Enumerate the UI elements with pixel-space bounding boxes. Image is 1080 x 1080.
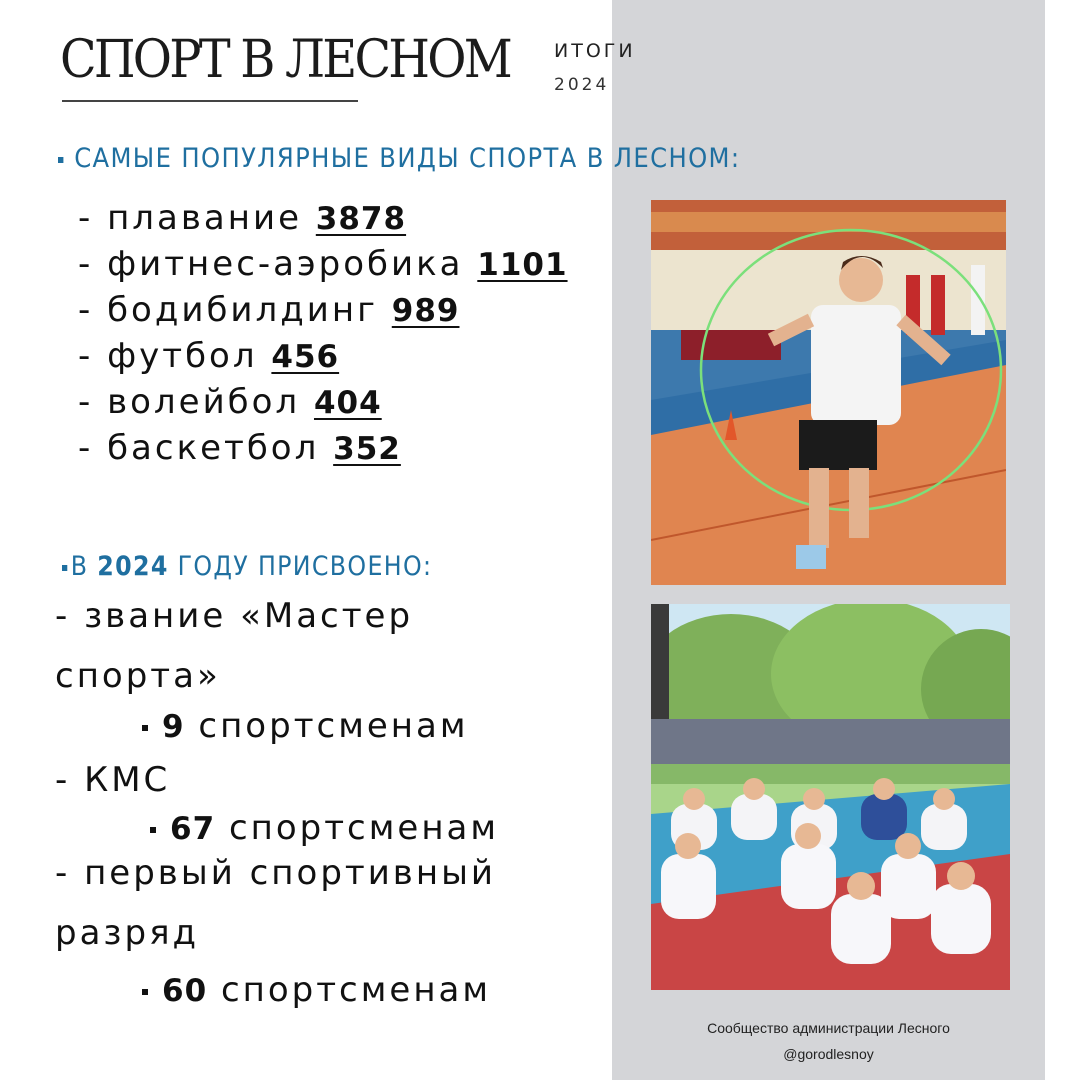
martial-arts-photo-image (651, 604, 1010, 990)
list-item (78, 425, 568, 471)
sport-label: - фитнес-аэробика (78, 244, 478, 284)
list-item (78, 333, 568, 379)
sport-label: - плавание (78, 198, 316, 238)
awarded-heading-prefix: В (70, 551, 98, 582)
sport-label: - волейбол (78, 382, 314, 422)
sport-count: 989 (391, 293, 460, 329)
awarded-heading-year: 2024 (97, 551, 169, 582)
first-rank-line2: разряд (55, 913, 200, 953)
master-unit: спортсменам (184, 706, 469, 746)
bullet-dot-icon (142, 989, 148, 995)
master-title-line2: спорта» (55, 656, 221, 696)
popular-sports-list (78, 195, 568, 471)
awarded-heading-suffix: ГОДУ ПРИСВОЕНО: (168, 551, 433, 582)
footer-handle: @gorodlesnoy (783, 1046, 874, 1062)
list-item (78, 287, 568, 333)
kms-unit: спортсменам (215, 808, 500, 848)
list-item (78, 195, 568, 241)
sport-count: 456 (271, 339, 340, 375)
subtitle-year: 2024 (554, 75, 610, 95)
heading-bullet-icon (58, 157, 63, 163)
subtitle-results: ИТОГИ (554, 40, 636, 62)
master-count-row (142, 706, 468, 746)
title-underline (62, 100, 358, 102)
master-title-line1: - звание «Мастер (55, 596, 414, 636)
heading-bullet-icon (62, 565, 67, 571)
popular-sports-heading (58, 143, 740, 174)
sport-label: - баскетбол (78, 428, 334, 468)
kms-count: 67 (170, 811, 216, 847)
sport-count: 3878 (315, 201, 407, 237)
list-item (78, 241, 568, 287)
first-rank-count: 60 (162, 973, 208, 1009)
sport-label: - футбол (78, 336, 272, 376)
kms-count-row (150, 808, 499, 848)
jump-rope-photo-image (651, 200, 1006, 585)
martial-arts-photo (651, 604, 1010, 990)
first-rank-unit: спортсменам (207, 970, 492, 1010)
sport-count: 352 (333, 431, 401, 467)
sport-label: - бодибилдинг (78, 290, 392, 330)
footer-community: Сообщество администрации Лесного (707, 1020, 950, 1036)
awarded-heading (62, 551, 432, 582)
sport-count: 1101 (477, 247, 568, 283)
kms-label: - КМС (55, 760, 171, 800)
bullet-dot-icon (150, 827, 156, 833)
list-item (78, 379, 568, 425)
master-count: 9 (162, 709, 185, 745)
sport-count: 404 (313, 385, 382, 421)
page-title: СПОРТ В ЛЕСНОМ (60, 30, 510, 90)
first-rank-count-row (142, 970, 491, 1010)
bullet-dot-icon (142, 725, 148, 731)
first-rank-line1: - первый спортивный (55, 853, 497, 893)
popular-heading-text: САМЫЕ ПОПУЛЯРНЫЕ ВИДЫ СПОРТА В ЛЕСНОМ: (74, 143, 741, 174)
jump-rope-photo (651, 200, 1006, 585)
